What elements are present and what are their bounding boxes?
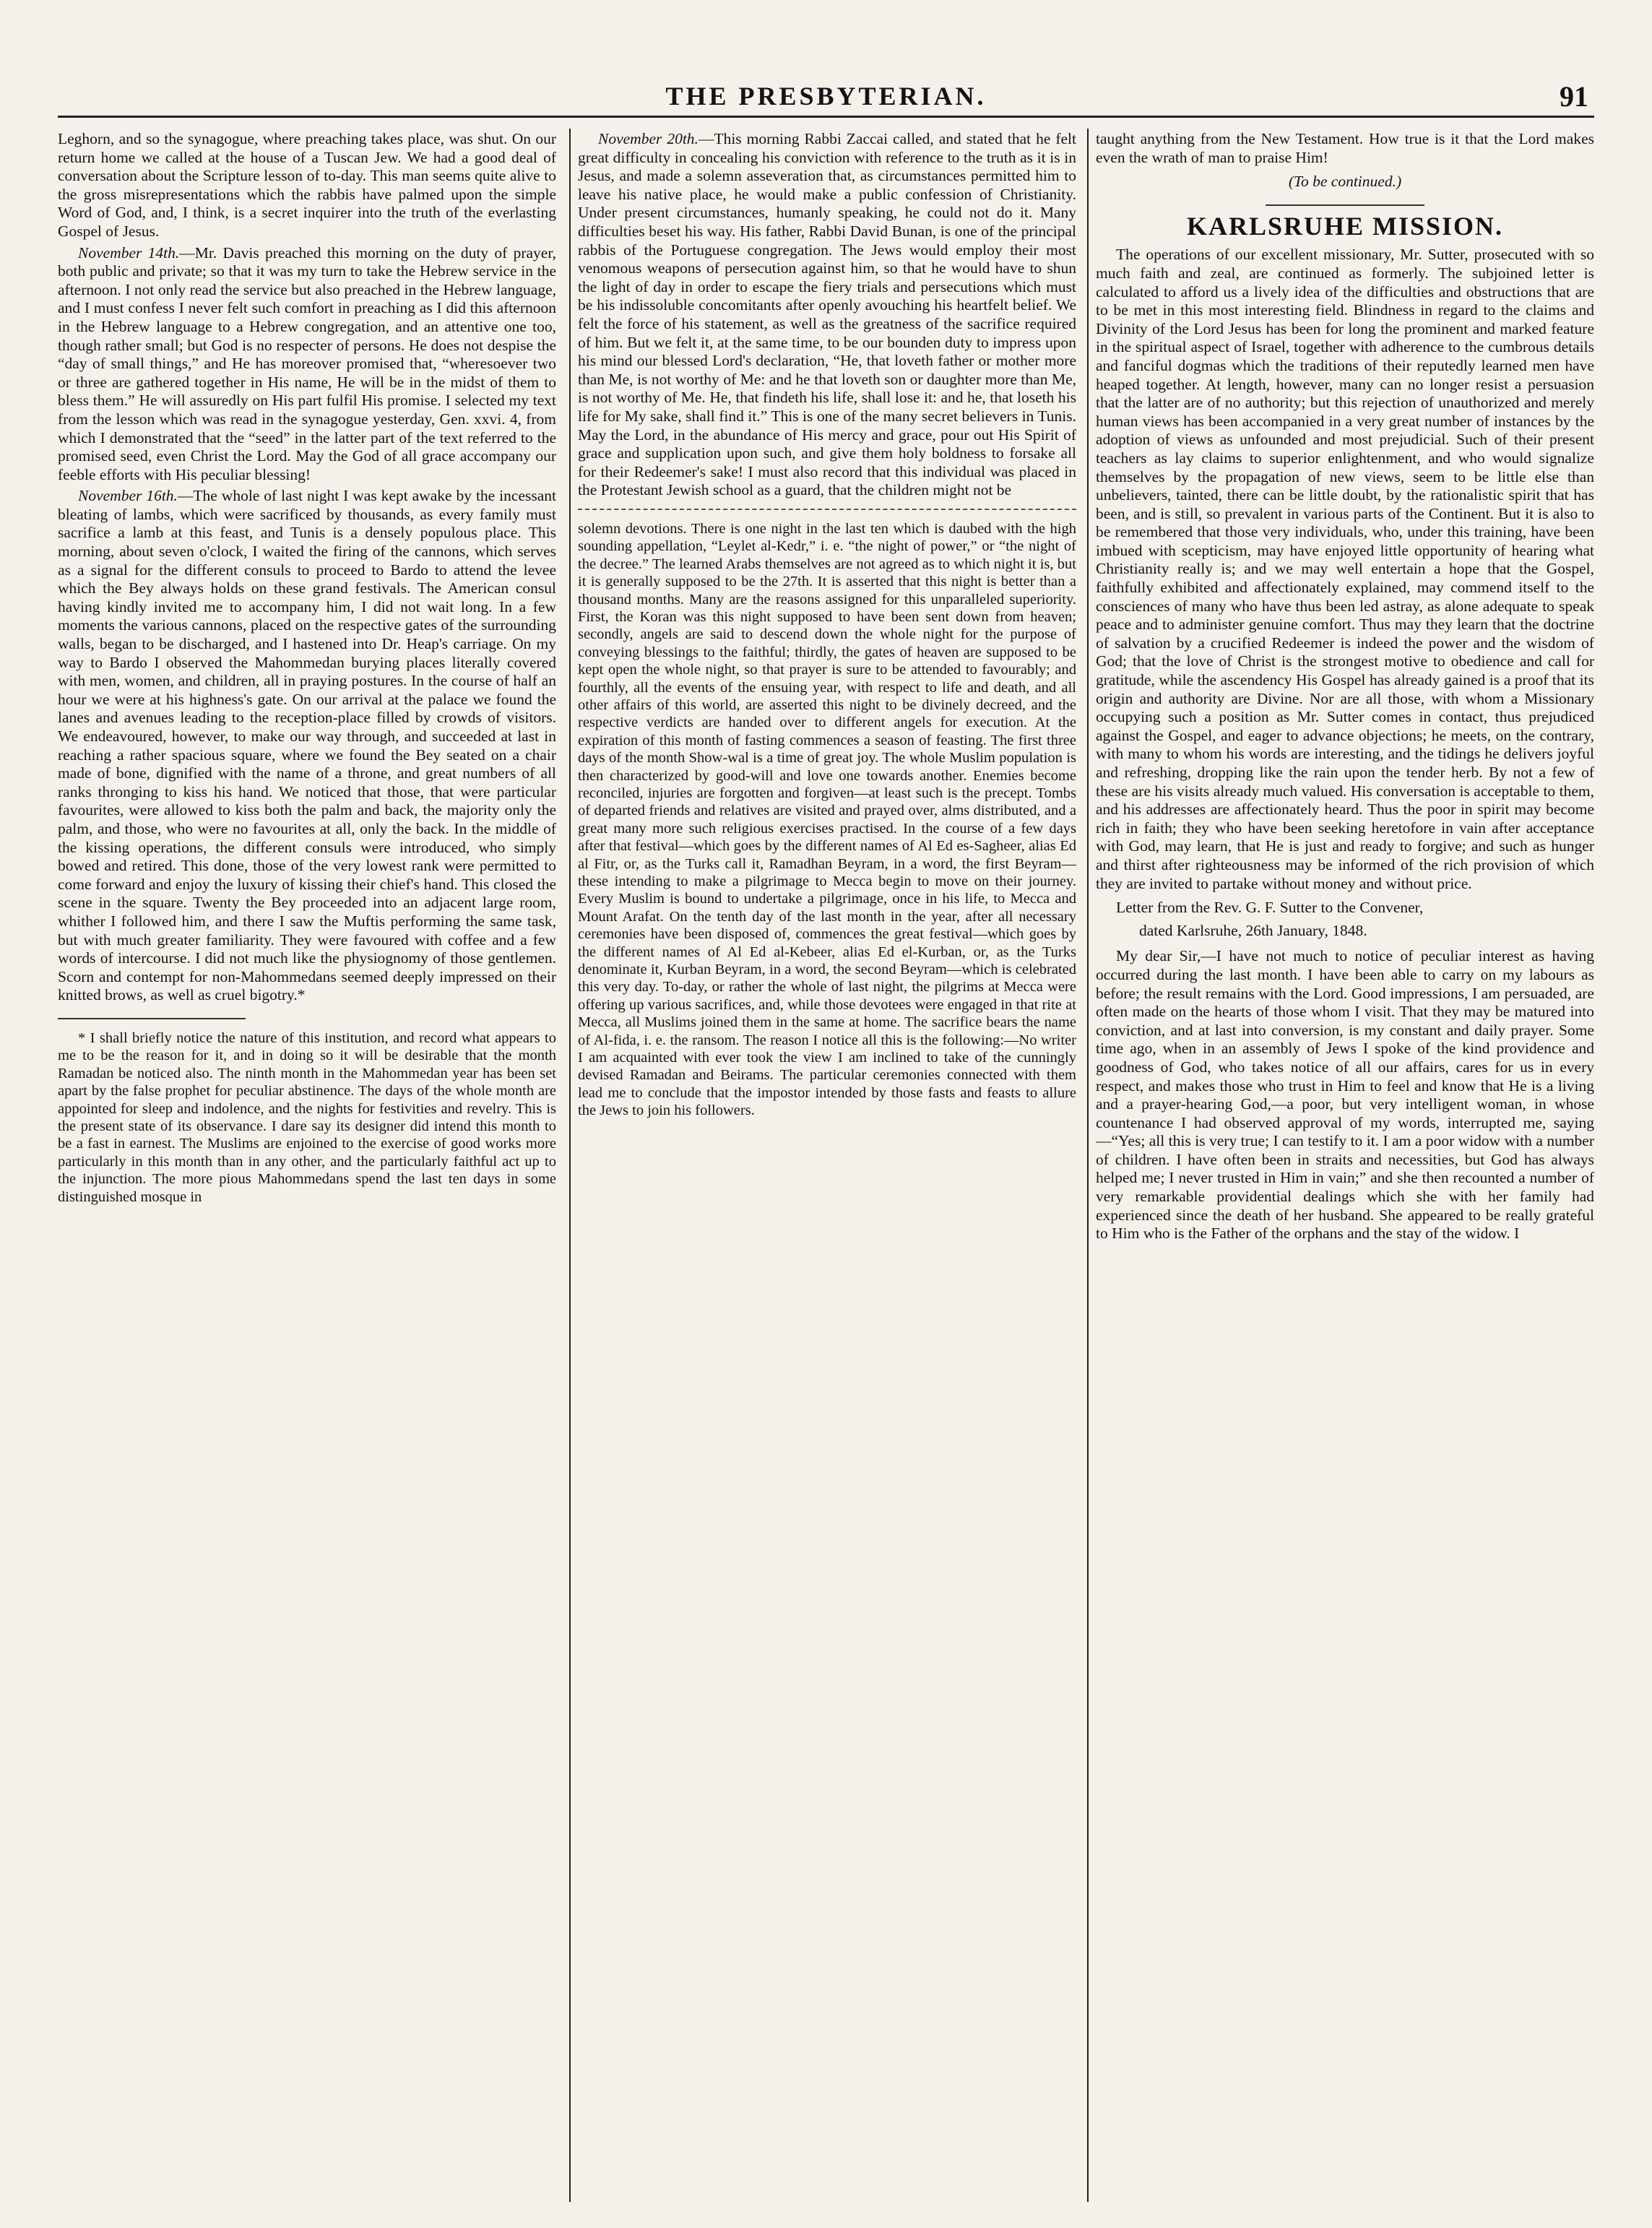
paragraph: Leghorn, and so the synagogue, where preaching takes place, was shut. On our return home we called at the house of a Tuscan Jew. We had a good deal of conversation about the Scripture lesson of to-day. This man seems quite alive to the gross misrepresentations which the rabbis have palmed upon the simple Word of God, and, I think, is a secret inquirer into the truth of the everlasting Gospel of Jesus. xyxy=(58,130,556,240)
to-be-continued: (To be continued.) xyxy=(1288,173,1402,191)
paragraph xyxy=(578,130,1076,500)
running-title: THE PRESBYTERIAN. xyxy=(665,82,987,111)
paragraph: taught anything from the New Testament. How true is it that the Lord makes even the wrath of man to praise Him! xyxy=(1096,130,1594,166)
page-header xyxy=(58,72,1594,118)
paragraph-text: —Mr. Davis preached this morning on the duty of prayer, both public and private; so that it was my turn to take the Hebrew service in the afternoon. I not only read the service but also preached in the Hebrew language, and I must confess I never felt such comfort in preaching as I did this afternoon in the Hebrew language to a Hebrew congregation, and an attentive one too, though rather small; but God is no respecter of persons. He does not despise the “day of small things,” and He has moreover promised that, “wheresoever two or three are gathered together in His name, He will be in the midst of them to bless them.” He will assuredly on His part fulfil His promise. I selected my text from the lesson which was read in the synagogue yesterday, Gen. xxvi. 4, from which I demonstrated that the “seed” in the latter part of the text referred to the promised seed, even Christ the Lord. May the God of all grace accompany our feeble efforts with His peculiar blessing! xyxy=(58,243,556,483)
paragraph-text: —The whole of last night I was kept awake by the incessant bleating of lambs, which were sacrificed by thousands, as every family must sacrifice a lamb at this feast, and Tunis is a densely populous place. This morning, about seven o'clock, I waited the firing of the cannons, which serves as a signal for the different consuls to proceed to Bardo to attend the levee which the Bey always holds on these grand festivals. The American consul having kindly invited me to accompany him, I did not wait long. In a few moments the various cannons, placed on the respective gates of the surrounding walls, began to be discharged, and I hastened into Dr. Heap's carriage. On my way to Bardo I observed the Mahommedan burying places literally covered with men, women, and children, all in praying postures. In the course of half an hour we were at his highness's gate. On our arrival at the palace we found the lanes and avenues leading to the reception-place filled by crowds of visitors. We endeavoured, however, to make our way through, and succeeded at last in reaching a rather spacious square, where we found the Bey seated on a chair made of bone, dignified with the name of a throne, and great numbers of all ranks thronging to kiss his hand. We noticed that those, that were particular favourites, were allowed to kiss both the palm and back, the majority only the palm, and those, who were no favourites at all, only the back. In the middle of the kissing operations, the different consuls were introduced, who simply bowed and retired. This done, those of the very lowest rank were permitted to come forward and enjoy the luxury of kissing their chief's hand. This closed the scene in the square. Twenty the Bey proceeded into an adjacent large room, whither I followed him, and there I saw the Muftis performing the same task, but with much greater familiarity. They were favoured with coffee and a few words of intercourse. I did not much like the physiognomy of those gentlemen. Scorn and contempt for non-Mahommedans seemed deeply impressed on their knitted brows, as well as cruel bigotry.* xyxy=(58,487,556,1004)
section-title: KARLSRUHE MISSION. xyxy=(1186,211,1504,241)
column-divider xyxy=(569,129,571,2202)
dateline: November 16th. xyxy=(78,487,178,505)
column-1 xyxy=(58,130,556,2203)
section-rule xyxy=(1266,204,1424,206)
footnote: * I shall briefly notice the nature of this institution, and record what appears to me to be the reason for it, and in doing so it will be desirable that the month Ramadan be noticed also. The ninth month in the Mahommedan year has been set apart by the false prophet for peculiar abstinence. The days of the whole month are appointed for sleep and indolence, and the nights for festivities and revelry. This is the present state of its observance. I dare say its designer did intend this month to be a fast in earnest. The Muslims are enjoined to the exercise of good works more particularly in this month than in any other, and the particularly faithful act up to the injunction. The more pious Mahommedans spend the last ten days in some distinguished mosque in xyxy=(58,1029,556,1205)
letter-date: dated Karlsruhe, 26th January, 1848. xyxy=(1139,921,1367,939)
column-2 xyxy=(578,130,1076,2203)
footnote-divider xyxy=(578,509,1076,510)
dateline: November 20th. xyxy=(598,130,699,147)
dateline: November 14th. xyxy=(78,243,180,262)
paragraph xyxy=(58,244,556,485)
footnote-continued: solemn devotions. There is one night in the last ten which is daubed with the high sounding appellation, “Leylet al-Kedr,” i. e. “the night of power,” or “the night of the decree.” The learned Arabs themselves are not agreed as to which night it is, but it is generally supposed to be the 27th. It is asserted that this night is better than a thousand months. Many are the reasons assigned for this unparalleled superiority. First, the Koran was this night supposed to have been sent down from heaven; secondly, angels are said to descend down the whole night for the purpose of conveying blessings to the faithful; thirdly, the gates of heaven are supposed to be kept open the whole night, so that prayer is sure to be attended to favourably; and fourthly, all the events of the ensuing year, with respect to life and death, and all other affairs of this world, are asserted this night to be divinely decreed, and the respective verdicts are handed over to different angels for execution. At the expiration of this month of fasting commences a season of feasting. The first three days of the month Show-wal is a time of great joy. The whole Muslim population is then characterized by good-will and love one towards another. Enemies become reconciled, injuries are forgotten and forgiven—at least such is the precept. Tombs of departed friends and relatives are visited and prayed over, alms distributed, and a great many more such religious exercises practised. In the course of a few days after that festival—which goes by the different names of Al Ed es-Sagheer, alias Ed al Fitr, or, as the Turks call it, Ramadhan Beyram, in a word, the first Beyram—these intending to make a pilgrimage to Mecca begin to move on their journey. Every Muslim is bound to undertake a pilgrimage, once in his life, to Mecca and Mount Arafat. On the tenth day of the last month in the year, after all necessary ceremonies have been disposed of, commences the great festival—which goes by the different names of Al Ed al-Kebeer, alias Ed el-Kurban, or, as the Turks denominate it, Kurban Beyram, in a word, the second Beyram—which is celebrated this very day. To-day, or rather the whole of last night, the pilgrims at Mecca were offering up various sacrifices, and, while those devotees were engaged in that rite at Mecca, all Muslims joined them in the same at home. The sacrifice bears the name of Al-fida, i. e. the ransom. The reason I notice all this is the following:—No writer I am acquainted with ever took the view I am inclined to take of the cunningly devised Ramadan and Beirams. The particular ceremonies connected with them lead me to conclude that the impostor intended by those fasts and feasts to allure the Jews to join his followers. xyxy=(578,520,1076,1119)
letter-heading: Letter from the Rev. G. F. Sutter to the Convener, xyxy=(1116,899,1424,917)
footnote-rule xyxy=(58,1018,246,1019)
paragraph: My dear Sir,—I have not much to notice of peculiar interest as having occurred during the last month. I have been able to carry on my labours as before; the result remains with the Lord. Good impressions, I am persuaded, are often made on the hearts of those whom I visit. That they may be matured into conviction, and at last into conversion, is my constant and daily prayer. Some time ago, when in an assembly of Jews I spoke of the kind providence and goodness of God, who takes notice of all our affairs, cares for us in every respect, and makes those who trust in Him to feel and know that He is a living and a prayer-hearing God,—a poor, but very intelligent woman, in whose countenance I had observed approval of my words, interrupted me, saying—“Yes; all this is very true; I can testify to it. I am a poor widow with a number of children. I have often been in straits and necessities, but God has always helped me; I never trusted in Him in vain;” and she then recounted a number of very remarkable providential dealings which she with her family had experienced since the death of her husband. She appeared to be really grateful to Him who is the Father of the orphans and the stay of the widow. I xyxy=(1096,947,1594,1243)
column-divider xyxy=(1087,129,1089,2202)
paragraph-text: —This morning Rabbi Zaccai called, and stated that he felt great difficulty in concealing his conviction with reference to the truth as it is in Jesus, and made a solemn asseveration that, as circumstances permitted him to leave his native place, he would make a public confession of Christianity. Under present circumstances, humanly speaking, he could not do it. Many difficulties beset his way. His father, Rabbi David Bunan, is one of the principal rabbis of the Portuguese congregation. The Jews would employ their most venomous weapons of persecution against him, so that he would have to shun the light of day in order to escape the fiery trials and persecutions which must be his indissoluble concomitants after openly avouching his heartfelt belief. We felt the force of his statement, as well as the greatness of the sacrifice required of him. But we felt it, at the same time, to be our bounden duty to impress upon his mind our blessed Lord's declaration, “He, that loveth father or mother more than Me, is not worthy of Me: and he that loveth son or daughter more than Me, is not worthy of Me. He, that findeth his life, shall lose it: and he, that loseth his life for My sake, shall find it.” This is one of the many secret believers in Tunis. May the Lord, in the abundance of His mercy and grace, pour out His Spirit of grace and supplication upon such, and give them holy boldness to forsake all for their Redeemer's sake! I must also record that this individual was placed in the Protestant Jewish school as a guard, that the children might not be xyxy=(578,130,1076,499)
paragraph: The operations of our excellent missionary, Mr. Sutter, prosecuted with so much faith and zeal, are continued as formerly. The subjoined letter is calculated to afford us a lively idea of the difficulties and obstructions that are to be met in this most interesting field. Blindness in regard to the claims and Divinity of the Lord Jesus has been for long the prominent and marked feature in the spiritual aspect of Israel, together with adherence to the cumbrous details and fanciful dogmas which the traditions of their reputedly learned men have heaped together. At length, however, many can no longer resist a persuasion that the latter are of no authority; but this rejection of unauthorized and merely human views has been accompanied in a very great number of instances by the adoption of views as unfounded and most prejudicial. Such of their present teachers as lay claims to superior enlightenment, and who would signalize themselves by the propagation of new views, seem to be little else than unbelievers, tainted, there can be little doubt, by the rationalistic spirit that has been, and is still, so prevalent in various parts of the Continent. But it is also to be remembered that those very individuals, who, under this training, have been imbued with scepticism, may have enjoyed little opportunity of hearing what Christianity really is; and we may well entertain a hope that the Gospel, faithfully exhibited and affectionately explained, may commend itself to the consciences of many who have thus been led astray, as alone adequate to speak peace and to administer genuine comfort. Thus may they learn that the doctrine of salvation by a crucified Redeemer is indeed the power and the wisdom of God; that the love of Christ is the strongest motive to obedience and call for gratitude, while the ascendency His Gospel has already gained is a proof that its origin and authority are Divine. Nor are all those, with whom a Missionary occupying such a position as Mr. Sutter comes in contact, thus prejudiced against the Gospel, and eager to advance objections; he meets, on the contrary, with many to whom his words are interesting, and the tidings he delivers joyful and refreshing, dropping like the rain upon the tender herb. By not a few of these are his visits already much valued. His conversation is acceptable to them, and his addresses are affectionately heard. Thus the poor in spirit may become rich in faith; they who have been seeking heretofore in vain after acceptance with God, may learn, that He is just and ready to forgive; and such as hunger and thirst after righteousness may be informed of the rich provision of which they are invited to partake without money and without price. xyxy=(1096,246,1594,892)
column-3 xyxy=(1096,130,1594,2203)
page-number: 91 xyxy=(1560,80,1588,113)
paragraph xyxy=(58,487,556,1005)
